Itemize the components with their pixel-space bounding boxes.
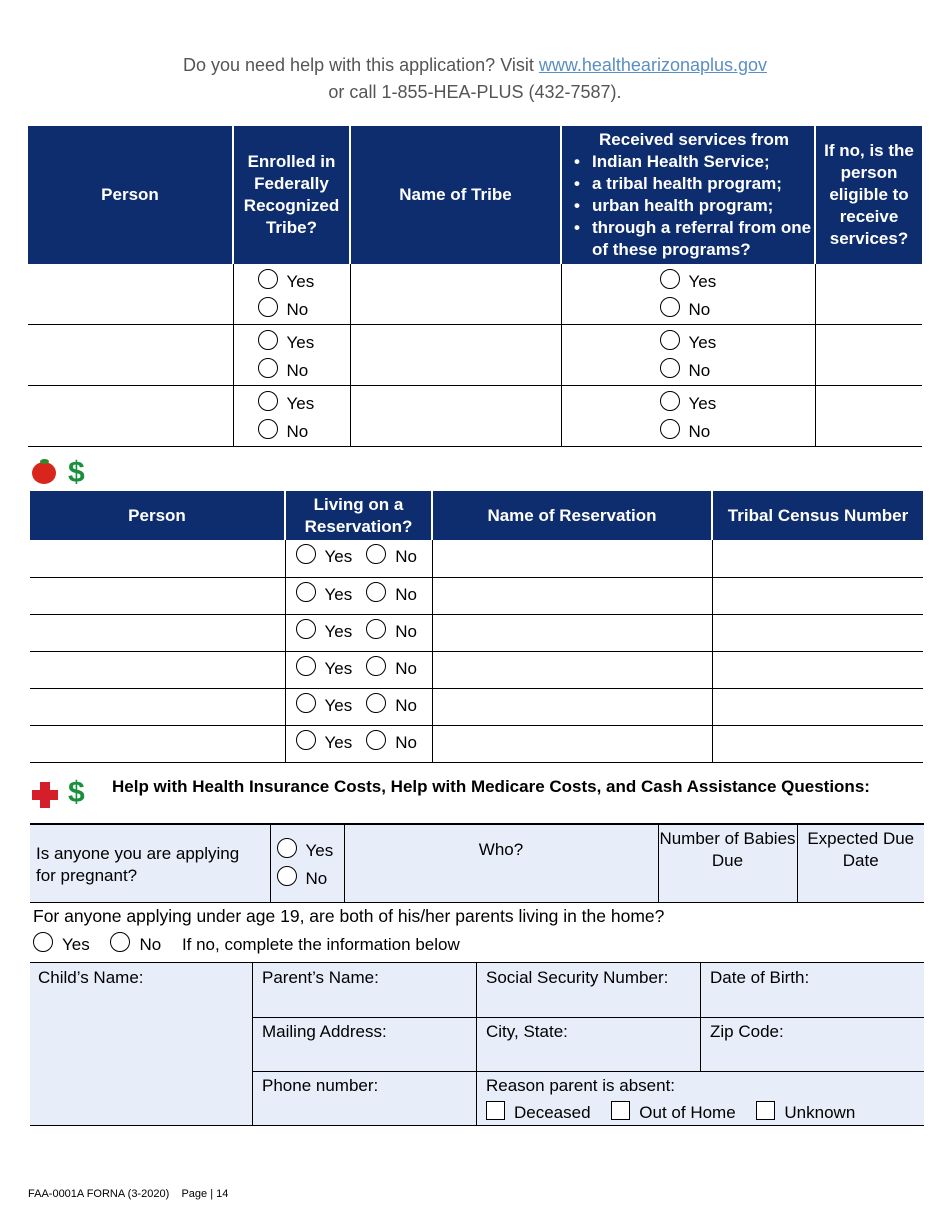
reservation-name-field[interactable] (432, 651, 712, 688)
table-row (30, 614, 923, 651)
yes-radio[interactable] (296, 730, 316, 750)
living-radio-group: Yes No (285, 725, 432, 762)
phone-label: Phone number: (262, 1076, 379, 1095)
table-row (30, 725, 923, 762)
reason-checkbox-group: Deceased Out of Home Unknown (486, 1101, 916, 1124)
census-number-field[interactable] (712, 651, 923, 688)
header-person: Person (30, 491, 285, 540)
living-radio-group: Yes No (285, 577, 432, 614)
no-radio[interactable] (660, 297, 680, 317)
eligible-field[interactable] (815, 386, 922, 447)
out-of-home-checkbox[interactable] (611, 1101, 630, 1120)
page-number: Page | 14 (181, 1188, 229, 1200)
who-field[interactable] (344, 824, 658, 902)
dollar-icon: $ (68, 456, 85, 489)
yes-radio[interactable] (296, 693, 316, 713)
services-item: • a tribal health program; (574, 173, 814, 195)
child-name-label: Child’s Name: (38, 968, 144, 987)
reason-absent-field (478, 1073, 924, 1125)
eligible-field[interactable] (815, 325, 922, 386)
yes-radio[interactable] (258, 391, 278, 411)
reservation-name-field[interactable] (432, 540, 712, 577)
header-eligible: If no, is the person eligible to receive services? (815, 126, 922, 264)
person-field[interactable] (30, 651, 285, 688)
no-radio[interactable] (258, 297, 278, 317)
header-person: Person (28, 126, 233, 264)
services-item: • urban health program; (574, 195, 814, 217)
living-radio-group: Yes No (285, 614, 432, 651)
census-number-field[interactable] (712, 688, 923, 725)
reservation-name-field[interactable] (432, 725, 712, 762)
due-date-label: Expected Due Date (807, 829, 915, 870)
help-banner (0, 52, 950, 106)
tribe-enrollment-table (28, 126, 922, 447)
pregnant-radio-group: Yes No (270, 824, 344, 902)
mailing-label: Mailing Address: (262, 1022, 387, 1041)
person-field[interactable] (30, 614, 285, 651)
unknown-checkbox[interactable] (756, 1101, 775, 1120)
no-radio[interactable] (366, 619, 386, 639)
services-item: • Indian Health Service; (574, 151, 814, 173)
person-field[interactable] (30, 577, 285, 614)
living-radio-group: Yes No (285, 540, 432, 577)
table-row (30, 577, 923, 614)
services-radio-group: Yes No (561, 386, 815, 447)
yes-radio[interactable] (296, 619, 316, 639)
no-radio[interactable] (366, 656, 386, 676)
no-radio[interactable] (277, 866, 297, 886)
tribe-header-row (28, 126, 922, 264)
no-radio[interactable] (660, 419, 680, 439)
header-services (561, 126, 815, 264)
zip-field[interactable] (702, 1019, 924, 1071)
pregnant-question: Is anyone you are applying for pregnant? (30, 824, 270, 902)
reservation-header-row (30, 491, 923, 540)
reservation-table (30, 491, 923, 763)
deceased-checkbox[interactable] (486, 1101, 505, 1120)
yes-radio[interactable] (258, 269, 278, 289)
eligible-field[interactable] (815, 264, 922, 325)
form-id: FAA-0001A FORNA (3-2020) (28, 1188, 170, 1200)
no-radio[interactable] (110, 932, 130, 952)
reservation-name-field[interactable] (432, 688, 712, 725)
tribe-name-field[interactable] (350, 386, 561, 447)
absent-parent-grid (30, 962, 924, 1126)
red-cross-icon (32, 782, 58, 808)
babies-due-field[interactable] (658, 824, 797, 902)
header-census: Tribal Census Number (712, 491, 923, 540)
page-footer (28, 1188, 228, 1200)
no-radio[interactable] (660, 358, 680, 378)
tribe-name-field[interactable] (350, 325, 561, 386)
services-item: • through a referral from one of these programs? (574, 217, 814, 261)
child-name-field[interactable] (30, 965, 252, 1125)
city-state-label: City, State: (486, 1022, 568, 1041)
parent-name-field[interactable] (254, 965, 476, 1017)
ssn-field[interactable] (478, 965, 700, 1017)
dob-field[interactable] (702, 965, 924, 1017)
person-field[interactable] (28, 325, 233, 386)
no-radio[interactable] (258, 419, 278, 439)
census-number-field[interactable] (712, 540, 923, 577)
person-field[interactable] (30, 725, 285, 762)
parents-note: If no, complete the information below (181, 935, 460, 954)
table-row (28, 325, 922, 386)
babies-due-label: Number of Babies Due (659, 829, 796, 870)
ssn-label: Social Security Number: (486, 968, 669, 987)
person-field[interactable] (30, 540, 285, 577)
enrolled-radio-group: Yes No (233, 264, 350, 325)
yes-radio[interactable] (296, 656, 316, 676)
city-state-field[interactable] (478, 1019, 700, 1071)
yes-radio[interactable] (296, 544, 316, 564)
person-field[interactable] (30, 688, 285, 725)
due-date-field[interactable] (797, 824, 924, 902)
zip-label: Zip Code: (710, 1022, 784, 1041)
services-title: Received services from (599, 130, 789, 149)
census-number-field[interactable] (712, 577, 923, 614)
header-enrolled: Enrolled in Federally Recognized Tribe? (233, 126, 350, 264)
header-reservation-name: Name of Reservation (432, 491, 712, 540)
help-text: Do you need help with this application? Visit (182, 55, 539, 75)
yes-radio[interactable] (33, 932, 53, 952)
no-radio[interactable] (366, 693, 386, 713)
parents-radio-group: Yes No If no, complete the information below (33, 932, 460, 957)
person-field[interactable] (28, 264, 233, 325)
header-living: Living on a Reservation? (285, 491, 432, 540)
enrolled-radio-group: Yes No (233, 325, 350, 386)
phone-field[interactable] (254, 1073, 476, 1125)
dob-label: Date of Birth: (710, 968, 810, 987)
parent-name-label: Parent’s Name: (262, 968, 379, 987)
help-phone: or call 1-855-HEA-PLUS (432-7587). (328, 82, 622, 102)
no-radio[interactable] (258, 358, 278, 378)
services-radio-group: Yes No (561, 325, 815, 386)
no-radio[interactable] (366, 544, 386, 564)
tribe-name-field[interactable] (350, 264, 561, 325)
yes-radio[interactable] (277, 838, 297, 858)
tomato-icon (32, 462, 56, 484)
reason-label: Reason parent is absent: (486, 1076, 676, 1095)
website-link[interactable]: www.healthearizonaplus.gov (538, 55, 768, 75)
yes-radio[interactable] (258, 330, 278, 350)
table-row (30, 824, 924, 902)
yes-radio[interactable] (296, 582, 316, 602)
services-radio-group: Yes No (561, 264, 815, 325)
table-row (30, 688, 923, 725)
who-label: Who? (478, 840, 524, 859)
table-row (30, 540, 923, 577)
dollar-icon: $ (68, 776, 85, 809)
header-tribe-name: Name of Tribe (350, 126, 561, 264)
parents-question: For anyone applying under age 19, are both of his/her parents living in the home? (33, 906, 665, 926)
mailing-address-field[interactable] (254, 1019, 476, 1071)
census-number-field[interactable] (712, 614, 923, 651)
table-row (28, 264, 922, 325)
services-list (574, 151, 814, 261)
living-radio-group: Yes No (285, 688, 432, 725)
yes-radio[interactable] (660, 269, 680, 289)
no-radio[interactable] (366, 582, 386, 602)
table-row (28, 386, 922, 447)
reservation-name-field[interactable] (432, 577, 712, 614)
no-radio[interactable] (366, 730, 386, 750)
yes-radio[interactable] (660, 391, 680, 411)
census-number-field[interactable] (712, 725, 923, 762)
reservation-name-field[interactable] (432, 614, 712, 651)
enrolled-radio-group: Yes No (233, 386, 350, 447)
table-row (30, 651, 923, 688)
section-title: Help with Health Insurance Costs, Help with Medicare Costs, and Cash Assistance Questions: (112, 777, 870, 796)
yes-radio[interactable] (660, 330, 680, 350)
pregnancy-table (30, 823, 924, 903)
person-field[interactable] (28, 386, 233, 447)
living-radio-group: Yes No (285, 651, 432, 688)
